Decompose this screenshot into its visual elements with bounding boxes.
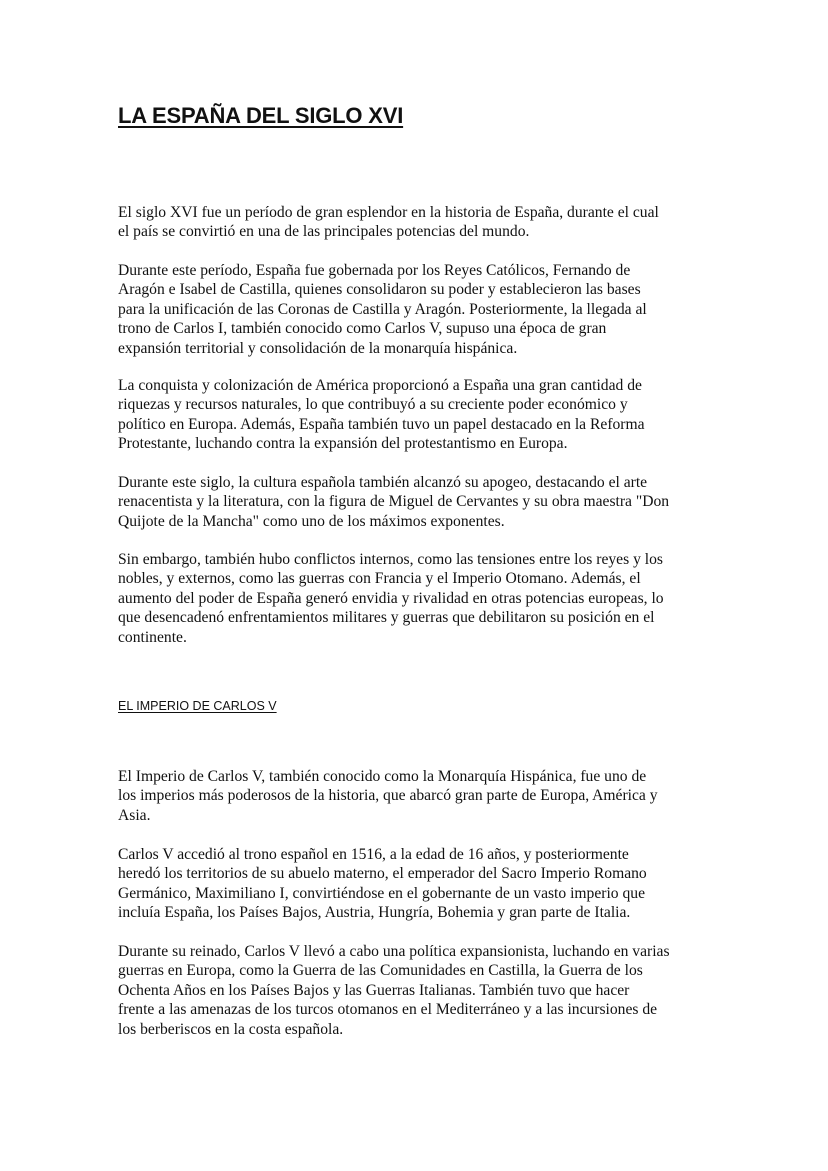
text-line: Asia. bbox=[118, 806, 151, 824]
text-line: Durante este período, España fue gobernada por los Reyes Católicos, Fernando de bbox=[118, 262, 631, 279]
page-title: LA ESPAÑA DEL SIGLO XVI bbox=[118, 103, 404, 128]
text-line: el país se convirtió en una de las principales potencias del mundo. bbox=[118, 223, 530, 241]
text-line: frente a las amenazas de los turcos otomanos en el Mediterráneo y a las incursiones de bbox=[118, 1001, 658, 1019]
text-line: riquezas y recursos naturales, lo que contribuyó a su creciente poder económico y bbox=[118, 396, 628, 414]
text-line: político en Europa. Además, España también tuvo un papel destacado en la Reforma bbox=[118, 415, 645, 433]
text-line: que desencadenó enfrentamientos militares y guerras que debilitaron su posición en el bbox=[118, 609, 655, 627]
text-line: trono de Carlos I, también conocido como Carlos V, supuso una época de gran bbox=[118, 320, 607, 338]
paragraph bbox=[118, 550, 718, 647]
text-line: nobles, y externos, como las guerras con Francia y el Imperio Otomano. Además, el bbox=[118, 570, 641, 588]
text-line: La conquista y colonización de América proporcionó a España una gran cantidad de bbox=[118, 377, 642, 394]
paragraph bbox=[118, 767, 718, 825]
paragraph bbox=[118, 261, 718, 358]
text-line: Durante su reinado, Carlos V llevó a cabo una política expansionista, luchando en varias bbox=[118, 943, 670, 960]
text-line: Aragón e Isabel de Castilla, quienes consolidaron su poder y establecieron las bases bbox=[118, 281, 641, 299]
text-line: Quijote de la Mancha" como uno de los máximos exponentes. bbox=[118, 512, 505, 530]
paragraph bbox=[118, 203, 718, 242]
text-line: para la unificación de las Coronas de Castilla y Aragón. Posteriormente, la llegada al bbox=[118, 300, 647, 318]
text-line: Sin embargo, también hubo conflictos internos, como las tensiones entre los reyes y los bbox=[118, 551, 663, 568]
text-line: Ochenta Años en los Países Bajos y las Guerras Italianas. También tuvo que hacer bbox=[118, 981, 630, 999]
text-line: El siglo XVI fue un período de gran esplendor en la historia de España, durante el cual bbox=[118, 204, 659, 221]
text-line: Germánico, Maximiliano I, convirtiéndose en el gobernante de un vasto imperio que bbox=[118, 884, 645, 902]
paragraph bbox=[118, 942, 718, 1039]
section-heading: EL IMPERIO DE CARLOS V bbox=[118, 699, 277, 713]
text-line: aumento del poder de España generó envidia y rivalidad en otras potencias europeas, lo bbox=[118, 589, 664, 607]
text-line: heredó los territorios de su abuelo materno, el emperador del Sacro Imperio Romano bbox=[118, 865, 647, 883]
paragraph bbox=[118, 845, 718, 923]
text-line: los berberiscos en la costa española. bbox=[118, 1020, 344, 1038]
text-line: guerras en Europa, como la Guerra de las Comunidades en Castilla, la Guerra de los bbox=[118, 962, 643, 980]
text-line: Carlos V accedió al trono español en 1516, a la edad de 16 años, y posteriormente bbox=[118, 846, 629, 863]
text-line: renacentista y la literatura, con la figura de Miguel de Cervantes y su obra maestra "Don bbox=[118, 493, 670, 511]
text-line: Protestante, luchando contra la expansión del protestantismo en Europa. bbox=[118, 435, 568, 453]
text-line: El Imperio de Carlos V, también conocido como la Monarquía Hispánica, fue uno de bbox=[118, 768, 647, 785]
text-line: continente. bbox=[118, 628, 187, 646]
paragraph bbox=[118, 473, 718, 531]
text-line: incluía España, los Países Bajos, Austria, Hungría, Bohemia y gran parte de Italia. bbox=[118, 904, 631, 922]
paragraph bbox=[118, 376, 718, 454]
text-line: los imperios más poderosos de la historia, que abarcó gran parte de Europa, América y bbox=[118, 787, 658, 805]
text-line: Durante este siglo, la cultura española también alcanzó su apogeo, destacando el arte bbox=[118, 474, 648, 491]
text-line: expansión territorial y consolidación de la monarquía hispánica. bbox=[118, 339, 518, 357]
